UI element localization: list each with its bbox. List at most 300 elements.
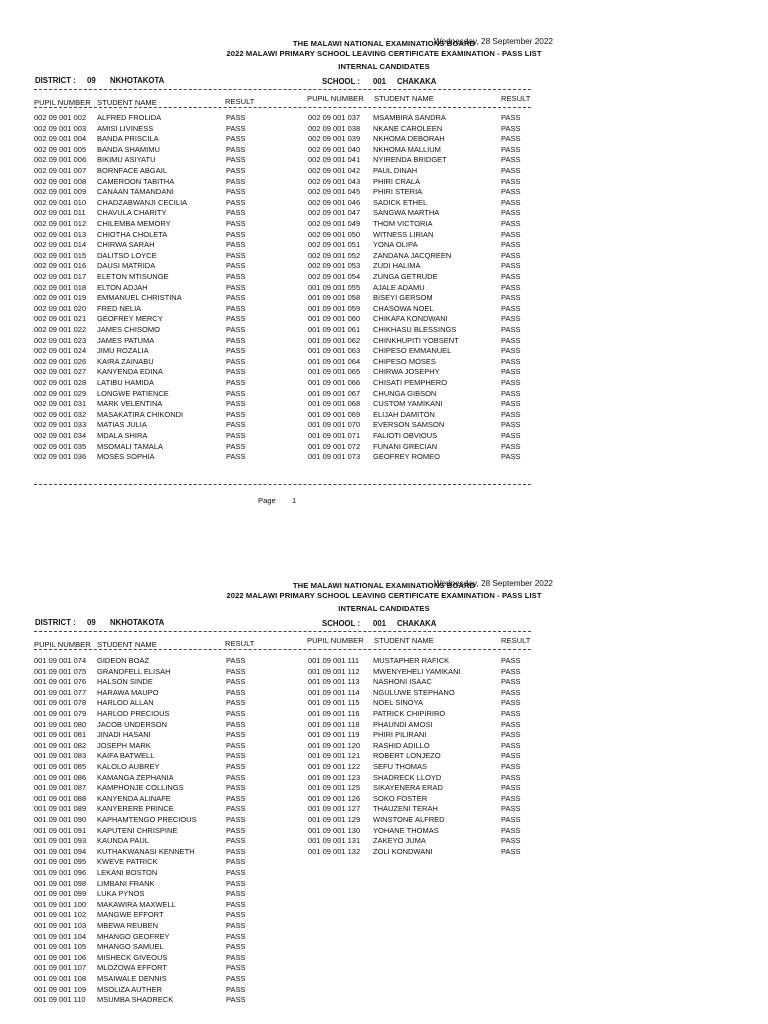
pupil-number: 002 09 001 037 [308,113,361,122]
student-name: ZUDI HALIMA [373,261,421,271]
result: PASS [501,144,521,154]
result: PASS [226,740,246,750]
student-name: HARLOD PRECIOUS [97,709,170,718]
result: PASS [501,229,521,239]
student-name: CUSTOM YAMIKANI [373,399,443,409]
student-name: NGULUWE STEPHANO [373,687,455,697]
result: PASS [226,452,246,462]
pupil-number: 001 09 001 072 [308,441,361,451]
pupil-number: 001 09 001 120 [308,740,361,750]
table-row [0,836,768,847]
table-row [0,442,768,453]
student-name: JACOB UNDERSON [97,719,168,729]
student-name: NOEL SINOYA [373,698,424,708]
pupil-number: 001 09 001 071 [308,431,361,440]
result: PASS [226,123,246,133]
result: PASS [226,409,246,419]
table-row [0,773,768,784]
student-name: MLOZOWA EFFORT [97,963,168,973]
pupil-number: 002 09 001 005 [34,144,87,154]
result: PASS [501,836,521,846]
pupil-number: 001 09 001 099 [34,889,87,899]
table-row [0,985,768,996]
col-student-name: STUDENT NAME [374,636,434,645]
col-student-name: STUDENT NAME [374,94,434,103]
student-name: GIDEON BOAZ [97,656,150,665]
student-name: NYIRENDA BRIDGET [373,155,447,165]
table-row [0,815,768,826]
table-row [0,336,768,347]
result: PASS [226,762,246,771]
result: PASS [226,155,246,165]
pupil-number: 001 09 001 131 [308,836,361,846]
pupil-number: 002 09 001 014 [34,240,87,250]
student-name: MANGWE EFFORT [97,910,164,920]
result: PASS [226,197,246,207]
student-name: AMISI LIVINESS [97,123,154,133]
student-name: ZUNGA GETRUDE [373,272,438,281]
result: PASS [501,314,521,324]
pupil-number: 002 09 001 028 [34,378,87,387]
district-label: DISTRICT : [35,76,76,85]
result: PASS [226,388,246,398]
table-row [0,826,768,837]
table-row [0,187,768,198]
student-name: PHIRI CRALA [373,176,421,186]
student-name: ELETON MTISUNGE [97,272,169,281]
school-label: SCHOOL : [322,77,360,86]
result: PASS [501,656,521,665]
table-row [0,208,768,219]
table-row [0,261,768,272]
table-row [0,762,768,773]
result: PASS [226,963,246,973]
student-name: WITNESS LIRIAN [373,229,434,239]
pupil-number: 002 09 001 013 [34,229,87,239]
result: PASS [226,677,246,687]
result: PASS [226,974,246,983]
table-row [0,304,768,315]
pupil-number: 001 09 001 081 [34,730,87,740]
table-row [0,272,768,283]
student-name: CHIKAFA KONDWANI [373,314,448,324]
pupil-number: 002 09 001 045 [308,187,361,197]
result: PASS [226,187,246,197]
student-name: PAUL DINAH [373,166,418,175]
result: PASS [501,804,521,814]
result: PASS [501,815,521,824]
pupil-number: 001 09 001 114 [308,687,360,697]
result: PASS [226,314,246,324]
pupil-number: 001 09 001 095 [34,857,87,867]
pupil-number: 001 09 001 074 [34,656,87,665]
result: PASS [226,698,246,708]
table-row [0,677,768,688]
pupil-number: 002 09 001 023 [34,335,87,345]
student-name: ZAKEYO JUMA [373,836,426,846]
student-name: SANGWA MARTHA [373,208,440,218]
result: PASS [226,793,246,803]
result: PASS [501,378,521,387]
pupil-number: 002 09 001 018 [34,282,87,292]
result: PASS [226,825,246,835]
candidates-title: INTERNAL CANDIDATES [338,604,430,613]
district-name: NKHOTAKOTA [110,618,165,627]
student-name: PATRICK CHIPIRIRO [373,709,446,718]
table-row [0,219,768,230]
district-name: NKHOTAKOTA [110,76,165,85]
result: PASS [226,240,246,250]
result: PASS [226,952,246,962]
result: PASS [501,356,521,366]
result: PASS [501,282,521,292]
pupil-number: 002 09 001 054 [308,272,361,281]
student-name: KAPHAMTENGO PRECIOUS [97,815,197,824]
table-row [0,910,768,921]
pupil-number: 001 09 001 119 [308,730,360,740]
student-name: KALOLO AUBREY [97,762,160,771]
table-row [0,198,768,209]
pupil-number: 001 09 001 129 [308,815,361,824]
pupil-number: 001 09 001 123 [308,772,361,782]
result: PASS [501,772,521,782]
student-name: CHIPESO MOSES [373,356,436,366]
student-name: CHIRWA JOSEPHY [373,367,440,377]
result: PASS [501,219,521,228]
district-code: 09 [87,76,96,85]
pupil-number: 001 09 001 113 [308,677,360,687]
table-row [0,177,768,188]
student-name: MASAKATIRA CHIKONDI [97,409,184,419]
pupil-number: 002 09 001 009 [34,187,87,197]
pupil-number: 002 09 001 020 [34,303,87,313]
pupil-number: 002 09 001 032 [34,409,87,419]
pupil-number: 002 09 001 019 [34,293,87,303]
student-name: SOKO FOSTER [373,793,428,803]
table-row [0,452,768,463]
student-name: SIKAYENERA ERAD [373,783,443,793]
pupil-number: 002 09 001 033 [34,420,87,430]
board-title: THE MALAWI NATIONAL EXAMINATIONS BOARD [292,39,476,48]
student-name: LEKANI BOSTON [97,868,158,877]
school-code: 001 [373,619,387,628]
pupil-number: 001 09 001 077 [34,687,87,697]
result: PASS [501,431,521,440]
pupil-number: 002 09 001 026 [34,356,87,366]
table-row [0,847,768,858]
table-row [0,410,768,421]
student-name: BANDA PRISCILA [97,134,159,144]
school-name: CHAKAKA [397,77,437,86]
result: PASS [501,155,521,165]
pupil-number: 002 09 001 046 [308,197,361,207]
student-name: ZANDANA JACQREEN [373,250,452,260]
student-name: JIMU ROZALIA [97,346,149,356]
result: PASS [226,356,246,366]
result: PASS [226,420,246,430]
student-name: NKHOMA MALLIUM [373,144,441,154]
table-row [0,314,768,325]
student-name: FRED NELIA [97,303,142,313]
col-pupil-number: PUPIL NUMBER [307,636,364,645]
student-name: LATIBU HAMIDA [97,378,154,387]
student-name: KWEVE PATRICK [97,857,158,867]
pupil-number: 002 09 001 029 [34,388,87,398]
student-name: KAIFA BATWELL [97,751,155,761]
table-row [0,656,768,667]
result: PASS [501,293,521,303]
table-row [0,134,768,145]
table-row [0,751,768,762]
student-name: KANYERERE PRINCE [97,804,174,814]
pupil-number: 001 09 001 109 [34,984,87,994]
student-name: HARAWA MAUPO [97,687,159,697]
result: PASS [501,388,521,398]
result: PASS [226,836,246,846]
table-row [0,145,768,156]
result: PASS [226,899,246,909]
student-name: EVERSON SAMSON [373,420,445,430]
student-name: RASHID ADILLO [373,740,430,750]
pupil-number: 001 09 001 088 [34,793,87,803]
col-result: RESULT [225,639,255,648]
student-name: KUTHAKWANASI KENNETH [97,846,195,856]
result: PASS [501,187,521,197]
result: PASS [226,367,246,377]
student-name: MAKAWIRA MAXWELL [97,899,176,909]
student-name: CHIOTHA CHOLETA [97,229,168,239]
pupil-number: 001 09 001 062 [308,335,361,345]
pupil-number: 001 09 001 125 [308,783,361,793]
pupil-number: 001 09 001 059 [308,303,361,313]
student-name: PHAUNDI AMOSI [373,719,433,729]
student-name: HARLOD ALLAN [97,698,154,708]
result: PASS [501,793,521,803]
result: PASS [226,751,246,761]
pupil-number: 002 09 001 038 [308,123,361,133]
student-name: THOM VICTORIA [373,219,433,228]
board-title: THE MALAWI NATIONAL EXAMINATIONS BOARD [292,581,476,590]
table-row [0,346,768,357]
student-name: CHISATI PEMPHERO [373,378,448,387]
pupil-number: 002 09 001 042 [308,166,361,175]
result: PASS [501,176,521,186]
pupil-number: 001 09 001 090 [34,815,87,824]
result: PASS [226,431,246,440]
pupil-number: 002 09 001 015 [34,250,87,260]
table-row [0,293,768,304]
student-name: ELIJAH DAMITON [373,409,435,419]
student-name: KAPUTENI CHRISPINE [97,825,178,835]
student-name: CHIRWA SARAH [97,240,155,250]
pupil-number: 001 09 001 065 [308,367,361,377]
result: PASS [501,250,521,260]
student-name: GRANDFELL ELISAH [97,666,171,676]
student-name: CHILEMBA MEMORY [97,219,171,228]
result: PASS [226,709,246,718]
divider [34,89,531,90]
student-name: CHAVULA CHARITY [97,208,167,218]
pupil-number: 002 09 001 049 [308,219,361,228]
pupil-number: 002 09 001 040 [308,144,361,154]
print-date: Wednesday, 28 September 2022 [434,37,553,46]
student-name: MOSES SOPHIA [97,452,155,462]
result: PASS [226,719,246,729]
pupil-number: 001 09 001 093 [34,836,87,846]
result: PASS [501,346,521,356]
pupil-number: 001 09 001 070 [308,420,361,430]
table-row [0,389,768,400]
table-row [0,857,768,868]
student-name: BISEYI GERSOM [373,293,433,303]
pupil-number: 001 09 001 105 [34,942,87,952]
student-name: BANDA SHAMIMU [97,144,160,154]
result: PASS [226,282,246,292]
pupil-number: 002 09 001 004 [34,134,87,144]
result: PASS [501,452,521,462]
pupil-number: 002 09 001 035 [34,441,87,451]
pupil-number: 001 09 001 079 [34,709,87,718]
student-name: MWENYEHELI YAMIKANI [373,666,461,676]
page-number: 1 [292,496,297,505]
pupil-number: 002 09 001 003 [34,123,87,133]
result: PASS [501,166,521,175]
result: PASS [501,272,521,281]
result: PASS [226,995,246,1005]
result: PASS [226,335,246,345]
divider [34,631,531,632]
table-row [0,741,768,752]
result: PASS [501,666,521,676]
student-name: MHANGO GEOFREY [97,931,170,941]
col-result: RESULT [501,94,531,103]
table-row [0,953,768,964]
pupil-number: 002 09 001 050 [308,229,361,239]
result: PASS [501,197,521,207]
school-label: SCHOOL : [322,619,360,628]
candidates-title: INTERNAL CANDIDATES [338,62,430,71]
table-row [0,166,768,177]
result: PASS [501,687,521,697]
result: PASS [501,762,521,771]
table-row [0,709,768,720]
pupil-number: 002 09 001 041 [308,155,361,165]
school-code: 001 [373,77,387,86]
table-row [0,995,768,1006]
table-row [0,378,768,389]
student-name: ROBERT LONJEZO [373,751,441,761]
pupil-number: 001 09 001 083 [34,751,87,761]
student-name: NASHONI ISAAC [373,677,432,687]
result: PASS [226,656,246,665]
table-row [0,804,768,815]
result: PASS [226,687,246,697]
table-row [0,357,768,368]
pupil-number: 001 09 001 091 [34,825,87,835]
student-name: CHADZABWANJI CECILIA [97,197,188,207]
result: PASS [501,399,521,409]
district-label: DISTRICT : [35,618,76,627]
result: PASS [226,846,246,856]
result: PASS [226,250,246,260]
pupil-number: 001 09 001 060 [308,314,361,324]
table-row [0,963,768,974]
student-name: JAMES PATUMA [97,335,155,345]
result: PASS [226,804,246,814]
result: PASS [226,208,246,218]
result: PASS [226,815,246,824]
student-name: MBEWA REUBEN [97,921,158,930]
student-name: NKANE CAROLEEN [373,123,443,133]
student-name: SEFU THOMAS [373,762,428,771]
result: PASS [226,984,246,994]
pupil-number: 001 09 001 061 [308,325,361,334]
table-row [0,783,768,794]
result: PASS [501,751,521,761]
table-row [0,794,768,805]
result: PASS [226,878,246,888]
col-result: RESULT [225,97,255,106]
pupil-number: 002 09 001 008 [34,176,87,186]
pupil-number: 001 09 001 069 [308,409,361,419]
student-name: CHIKHASU BLESSINGS [373,325,457,334]
pupil-number: 001 09 001 087 [34,783,87,793]
table-row [0,124,768,135]
student-name: SHADRECK LLOYD [373,772,442,782]
pupil-number: 001 09 001 082 [34,740,87,750]
pupil-number: 001 09 001 107 [34,963,87,973]
student-name: MSAMBIRA SANDRA [373,113,446,122]
result: PASS [501,123,521,133]
student-name: MSUMBA SHADRECK [97,995,174,1005]
result: PASS [501,303,521,313]
pupil-number: 002 09 001 031 [34,399,87,409]
result: PASS [501,208,521,218]
pupil-number: 001 09 001 073 [308,452,361,462]
result: PASS [226,441,246,451]
pupil-number: 002 09 001 016 [34,261,87,271]
result: PASS [501,740,521,750]
pupil-number: 001 09 001 126 [308,793,361,803]
divider [34,107,531,108]
pupil-number: 001 09 001 078 [34,698,87,708]
pupil-number: 002 09 001 034 [34,431,87,440]
student-name: CHIPESO EMMANUEL [373,346,452,356]
pupil-number: 002 09 001 052 [308,250,361,260]
student-name: HALSON SINDE [97,677,153,687]
student-name: JOSEPH MARK [97,740,151,750]
pupil-number: 002 09 001 002 [34,113,87,122]
table-row [0,730,768,741]
student-name: CANAAN TAMANDANI [97,187,174,197]
table-row [0,420,768,431]
table-row [0,868,768,879]
result: PASS [501,825,521,835]
student-name: CAMEROON TABITHA [97,176,175,186]
result: PASS [226,889,246,899]
col-student-name: STUDENT NAME [97,640,157,649]
table-row [0,367,768,378]
table-row [0,251,768,262]
pupil-number: 002 09 001 036 [34,452,87,462]
pupil-number: 001 09 001 067 [308,388,361,398]
student-name: MISHECK GIVEOUS [97,952,168,962]
result: PASS [226,272,246,281]
student-name: JINADI HASANI [97,730,151,740]
pupil-number: 001 09 001 111 [308,656,360,665]
exam-title: 2022 MALAWI PRIMARY SCHOOL LEAVING CERTIFICATE EXAMINATION - PASS LIST [226,49,542,58]
result: PASS [226,730,246,740]
